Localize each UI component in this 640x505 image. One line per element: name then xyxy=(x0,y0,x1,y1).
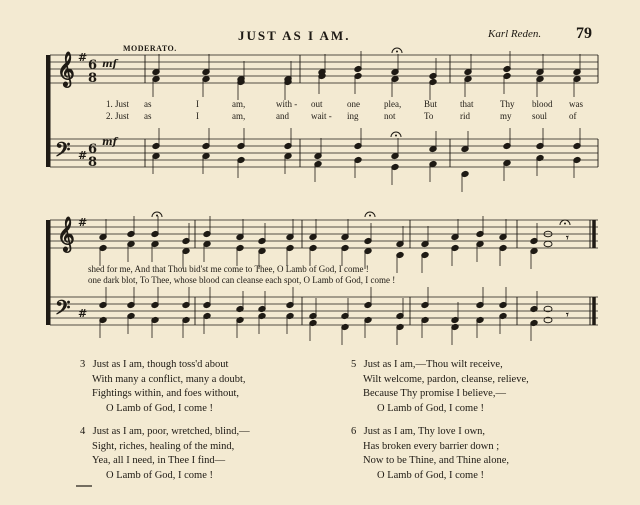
verse-line: Just as I am, poor, wretched, blind,— xyxy=(92,426,250,437)
system-brace xyxy=(46,220,50,325)
verse-line: Yea, all I need, in Thee I find— xyxy=(92,455,226,466)
verse-line: With many a conflict, many a doubt, xyxy=(92,373,246,385)
key-signature-sharp: # xyxy=(78,149,88,162)
verse-refrain: O Lamb of God, I come ! xyxy=(106,469,214,481)
verse-line: Because Thy promise I believe,— xyxy=(363,388,506,399)
time-signature-top: 6 xyxy=(88,58,98,73)
verse-number: 5 xyxy=(351,359,357,370)
lyric-syllable: I xyxy=(196,111,199,121)
verse-3 xyxy=(80,358,246,416)
tempo-marking: MODERATO. xyxy=(123,44,177,53)
verse-line: Wilt welcome, pardon, cleanse, relieve, xyxy=(363,373,529,385)
lyric-syllable: But xyxy=(424,99,438,109)
time-signature-top: 6 xyxy=(88,142,98,157)
verse-refrain: O Lamb of God, I come ! xyxy=(377,402,485,414)
key-signature-sharp: # xyxy=(78,307,88,320)
lyric-syllable: I xyxy=(196,99,199,109)
lyric-syllable: Thy xyxy=(500,99,515,109)
composer-name: Karl Reden. xyxy=(488,28,542,40)
verse-line: Now to be Thine, and Thine alone, xyxy=(363,455,509,466)
lyric-syllable: 1. Just xyxy=(106,99,130,109)
lyric-syllable: wait - xyxy=(311,111,332,121)
key-signature-sharp: # xyxy=(78,51,88,64)
verse-number: 3 xyxy=(80,359,86,370)
note-head-whole xyxy=(544,241,552,247)
page-number: 79 xyxy=(576,25,592,42)
verse-line: Fightings within, and foes without, xyxy=(92,388,239,399)
verse-number: 4 xyxy=(80,426,86,437)
lyric-syllable: as xyxy=(144,111,152,121)
verse-6 xyxy=(351,425,509,483)
hymn-title: JUST AS I AM. xyxy=(238,28,351,43)
lyric-syllable: ing xyxy=(347,111,359,121)
lyric-syllable: as xyxy=(144,99,152,109)
lyric-syllable: not xyxy=(384,111,396,121)
system-brace xyxy=(46,55,50,167)
lyric-syllable: was xyxy=(569,99,583,109)
dynamic-mark: mf xyxy=(102,137,117,148)
lyric-syllable: out xyxy=(311,99,323,109)
lyric-syllable: 2. Just xyxy=(106,111,130,121)
verse-line: Just as I am, Thy love I own, xyxy=(363,426,486,437)
fermata-dot xyxy=(564,223,566,225)
verse-line: Just as I am,—Thou wilt receive, xyxy=(363,359,503,370)
rest-icon: 𝄾 xyxy=(566,310,569,321)
lyric-syllable: blood xyxy=(532,99,553,109)
treble-clef-icon: 𝄞 xyxy=(57,217,75,252)
lyric-syllable: plea, xyxy=(384,99,402,109)
lyric-syllable: am, xyxy=(232,111,246,121)
verse-refrain: O Lamb of God, I come ! xyxy=(106,402,214,414)
lyric-syllable: am, xyxy=(232,99,246,109)
verse-4 xyxy=(80,425,250,483)
bass-clef-icon: 𝄢 xyxy=(55,137,71,166)
lyric-syllable: soul xyxy=(532,111,548,121)
lyric-syllable: of xyxy=(569,111,577,121)
verse-line: Sight, riches, healing of the mind, xyxy=(92,440,235,452)
dynamic-mark: mf xyxy=(102,59,117,70)
lyric-syllable: rid xyxy=(460,111,470,121)
bass-clef-icon: 𝄢 xyxy=(55,295,71,324)
time-signature-bottom: 8 xyxy=(88,71,98,86)
key-signature-sharp: # xyxy=(78,216,88,229)
lyric-syllable: that xyxy=(460,99,474,109)
time-signature-bottom: 8 xyxy=(88,155,98,170)
verse-line: Has broken every barrier down ; xyxy=(363,440,500,452)
lyric-syllable: and xyxy=(276,111,289,121)
lyric-syllable: my xyxy=(500,111,512,121)
fermata-dot xyxy=(156,215,158,217)
lyric-syllable: To xyxy=(424,111,434,121)
system2-lyric-line2: one dark blot, To Thee, whose blood can cleanse each spot, O Lamb of God, I come ! xyxy=(88,275,396,285)
verse-line: Just as I am, though toss'd about xyxy=(92,359,229,370)
rest-icon: 𝄾 xyxy=(566,233,569,244)
fermata-dot xyxy=(369,215,371,217)
system2-lyric-line1: shed for me, And that Thou bid'st me come to Thee, O Lamb of God, I come ! xyxy=(88,264,369,274)
lyric-syllable: one xyxy=(347,99,360,109)
fermata-dot xyxy=(396,51,398,53)
verse-number: 6 xyxy=(351,426,357,437)
verse-5 xyxy=(351,358,529,416)
fermata-dot xyxy=(395,135,397,137)
verse-refrain: O Lamb of God, I come ! xyxy=(377,469,485,481)
lyric-syllable: with - xyxy=(276,99,298,109)
treble-clef-icon: 𝄞 xyxy=(57,52,75,87)
